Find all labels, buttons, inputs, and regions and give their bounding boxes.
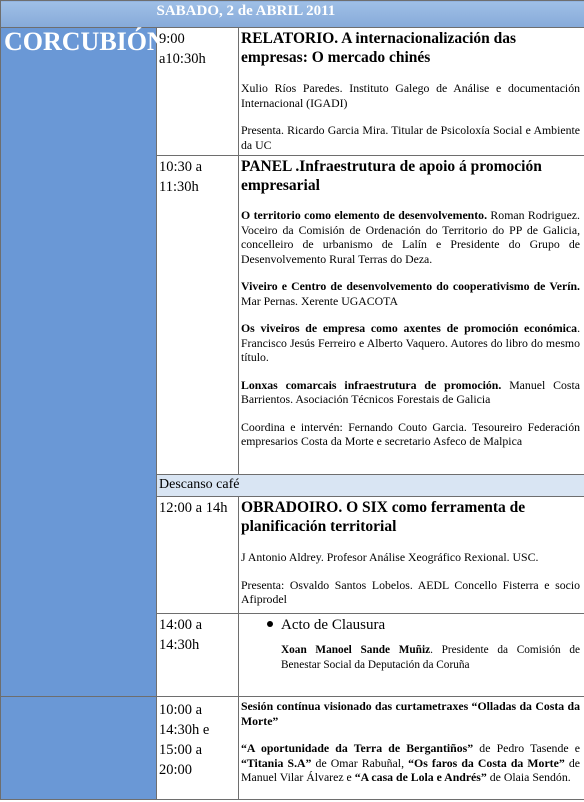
coffee-break: Descanso café <box>157 475 584 497</box>
panel-item-text: Roman Rodriguez. Voceiro da Comisión de Ordenación do Territorio do PP de Galicia, concelleiro de urbanismo de Lalín e Presidente do Grupo de Desenvolvemento Rural Terras do Deza. <box>241 208 581 266</box>
closing-bullet <box>267 616 580 634</box>
time-text: 14:00 a 14:30h <box>159 617 203 653</box>
film-title: “Titania S.A” <box>241 755 312 770</box>
panel-coordinator <box>241 420 580 449</box>
session-presenter: Presenta: Osvaldo Santos Lobelos. AEDL Concello Fisterra e socio Afiprodel <box>241 577 581 606</box>
session-time <box>157 156 239 475</box>
place-header-cell <box>1 1 157 28</box>
session-content <box>239 28 584 156</box>
panel-item <box>241 321 580 365</box>
panel-item-text: . Francisco Jesús Ferreiro e Alberto Vaquero. Autores do libro do mesmo título. <box>241 321 581 364</box>
film-title: “Os faros da Costa da Morte” <box>408 755 565 770</box>
panel-item <box>241 208 580 266</box>
session-speaker: J Antonio Aldrey. Profesor Análise Xeográfico Rexional. USC. <box>241 550 539 564</box>
screening-films <box>241 741 580 785</box>
session-time <box>157 697 239 800</box>
session-content <box>239 697 584 800</box>
session-title: RELATORIO. A internacionalización das empresas: O mercado chinés <box>241 30 517 66</box>
closing-title: Acto de Clausura <box>281 617 386 633</box>
session-time <box>157 28 239 156</box>
session-time <box>157 497 239 614</box>
time-text: 10:30 a 11:30h <box>159 159 203 195</box>
session-content <box>239 614 584 697</box>
panel-item-text: Manuel Costa Barrientos. Asociación Técnicos Forestais de Galicia <box>241 377 581 406</box>
time-text: 12:00 a 14h <box>159 500 228 516</box>
panel-item-text: Mar Pernas. Xerente UGACOTA <box>241 293 398 308</box>
session-speaker: Xulio Ríos Paredes. Instituto Galego de Análise e documentación Internacional (IGADI) <box>241 81 581 110</box>
film-title: “A casa de Lola e Andrés” <box>354 770 487 784</box>
panel-item <box>241 378 580 407</box>
session-title: PANEL .Infraestrutura de apoio á promoción empresarial <box>241 158 542 194</box>
film-credit: de Pedro Tasende e <box>473 741 580 755</box>
panel-item-text: Coordina e intervén: Fernando Couto Garcia. Tesoureiro Federación empresarios Costa da Morte e secretario Asfeco de Malpica <box>241 419 581 448</box>
session-content <box>239 156 584 475</box>
closing-speaker-role: . Presidente da Comisión de Benestar Social da Deputación da Coruña <box>281 644 581 671</box>
panel-item <box>241 279 580 308</box>
film-title: “A oportunidade da Terra de Bergantiños” <box>241 741 474 755</box>
film-credit: de Omar Rabuñal, <box>311 755 409 770</box>
date-header: SABADO, 2 de ABRIL 2011 <box>157 1 584 28</box>
film-credit: de Manuel Vilar Álvarez e <box>241 755 580 784</box>
session-content <box>239 497 584 614</box>
session-presenter: Presenta. Ricardo Garcia Mira. Titular de Psicoloxía Social e Ambiente da UC <box>241 123 581 152</box>
panel-item-title: Viveiro e Centro de desenvolvemento do cooperativismo de Verín. <box>241 279 581 293</box>
film-credit: de Olaia Sendón. <box>486 770 571 784</box>
time-text: 10:00 a 14:30h e 15:00 a 20:00 <box>159 702 210 778</box>
bullet-icon <box>267 621 273 627</box>
time-text: 9:00 a10:30h <box>159 31 206 67</box>
place-name: CORCUBIÓN <box>1 28 157 697</box>
session-time <box>157 614 239 697</box>
screening-title: Sesión contínua visionado das curtametraxes “Olladas da Costa da Morte” <box>241 699 581 728</box>
panel-item-title: O territorio como elemento de desenvolvemento. <box>241 208 488 222</box>
session-title: OBRADOIRO. O SIX como ferramenta de planificación territorial <box>241 499 526 535</box>
closing-speaker-name: Xoan Manoel Sande Muñiz <box>281 644 431 656</box>
panel-item-title: Os viveiros de empresa como axentes de promoción económica <box>241 321 578 335</box>
closing-speaker <box>281 643 580 672</box>
panel-item-title: Lonxas comarcais infraestrutura de promoción. <box>241 377 502 392</box>
place-cell-empty <box>1 697 157 800</box>
